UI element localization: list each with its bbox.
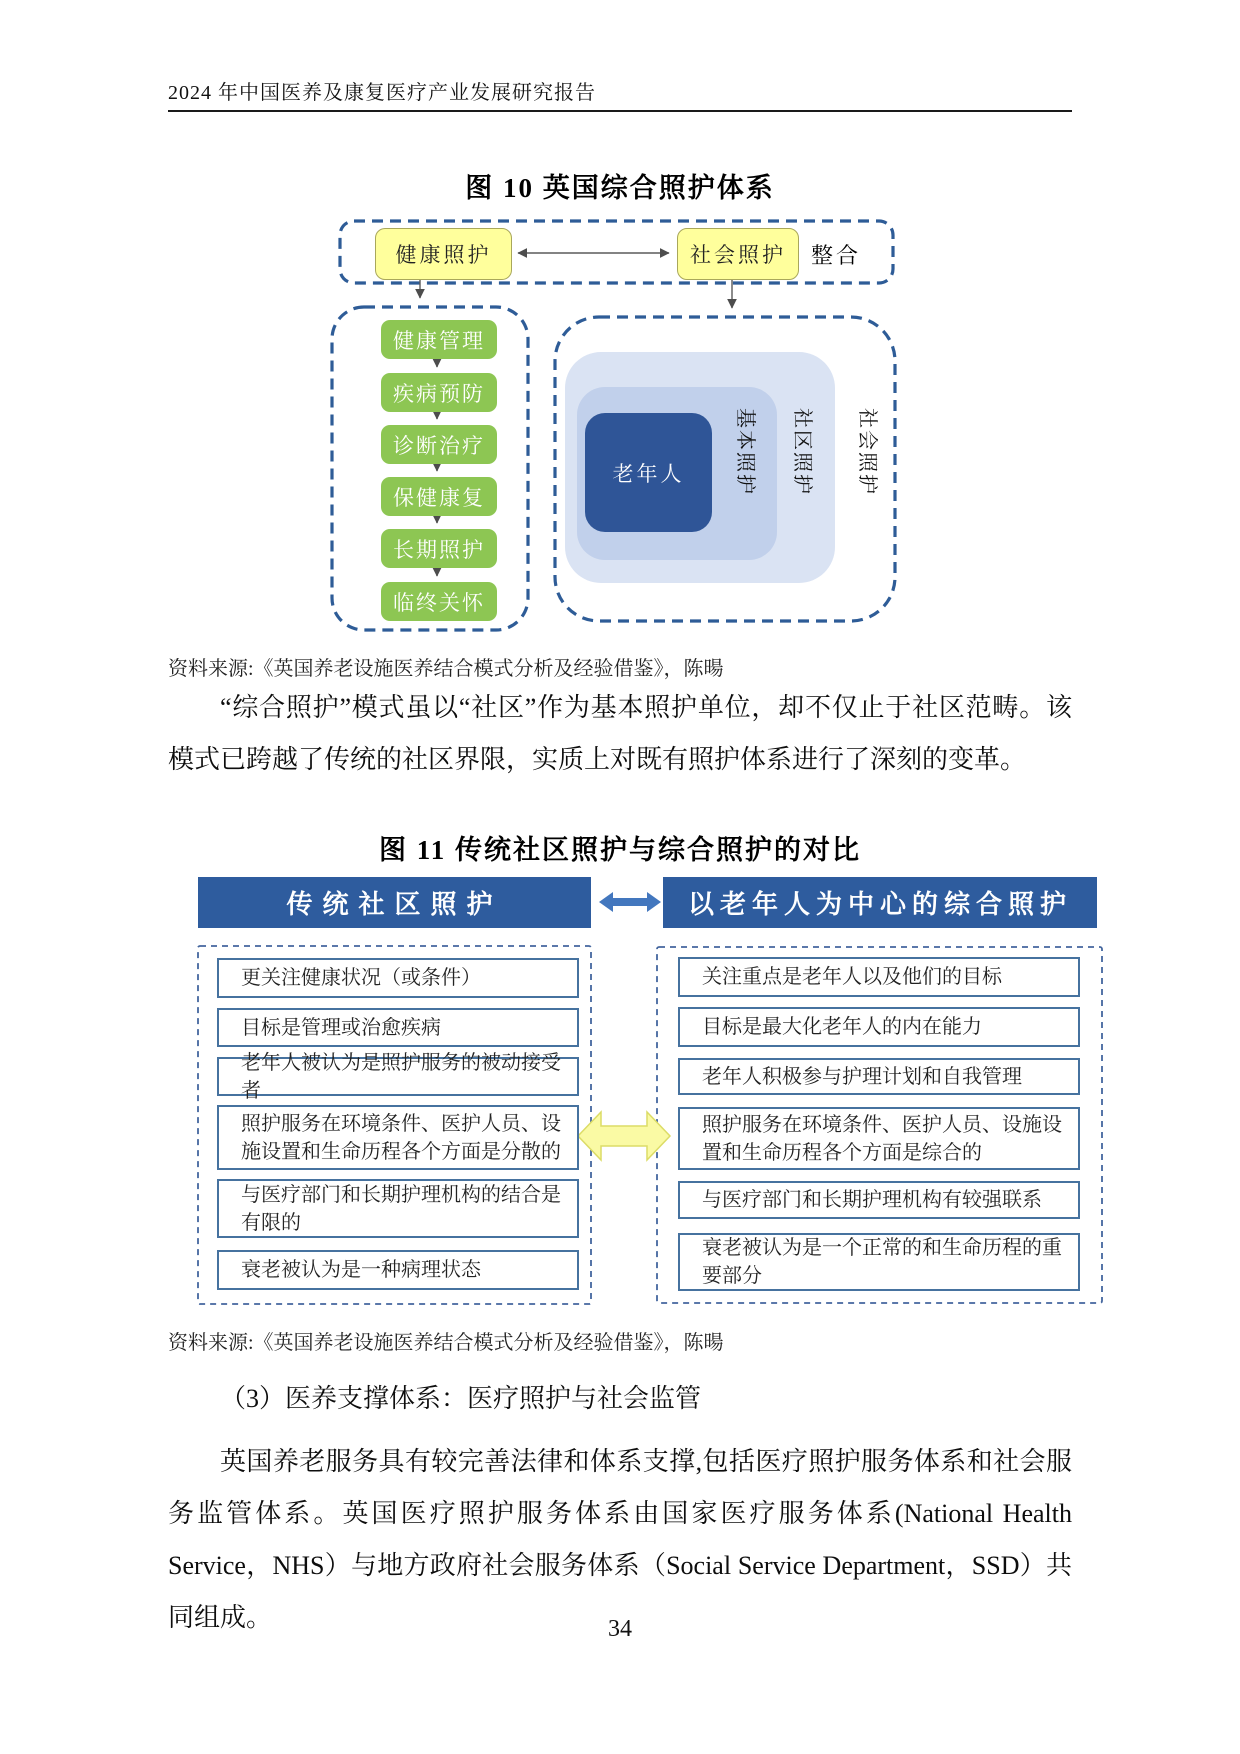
- chain-box-longterm-care: 长期照护: [381, 529, 497, 568]
- header-rule: [168, 110, 1072, 112]
- figure10-title: 图 10 英国综合照护体系: [465, 173, 775, 203]
- page-number: 34: [608, 1616, 632, 1642]
- chain-box-health-management: 健康管理: [381, 320, 497, 359]
- section-heading: （3）医养支撑体系：医疗照护与社会监管: [220, 1384, 702, 1413]
- community-care-vertical-label: 社区照护: [791, 408, 813, 496]
- chain-box-diagnosis-treatment: 诊断治疗: [381, 425, 497, 464]
- figure10-source: 资料来源:《英国养老设施医养结合模式分析及经验借鉴》，陈暘: [168, 658, 724, 680]
- integration-label: 整合: [811, 243, 862, 268]
- traditional-item-1: 更关注健康状况（或条件）: [217, 958, 579, 998]
- social-care-box: 社会照护: [677, 228, 799, 280]
- integrated-item-4: 照护服务在环境条件、医护人员、设施设置和生命历程各个方面是综合的: [678, 1107, 1080, 1170]
- integrated-item-5: 与医疗部门和长期护理机构有较强联系: [678, 1181, 1080, 1219]
- integrated-item-2: 目标是最大化老年人的内在能力: [678, 1007, 1080, 1047]
- integrated-item-3: 老年人积极参与护理计划和自我管理: [678, 1058, 1080, 1095]
- traditional-item-3: 老年人被认为是照护服务的被动接受者: [217, 1057, 579, 1096]
- integrated-care-header: 以老年人为中心的综合照护: [663, 877, 1097, 928]
- figure11-source: 资料来源:《英国养老设施医养结合模式分析及经验借鉴》，陈暘: [168, 1332, 724, 1354]
- paragraph-support-system: 英国养老服务具有较完善法律和体系支撑,包括医疗照护服务体系和社会服务监管体系。英国医疗照护服务体系由国家医疗服务体系(National Health Service，NHS）与地方政府社会服务体系（Social Service Department，SSD）共同组成。: [168, 1447, 1072, 1632]
- figure11-title: 图 11 传统社区照护与综合照护的对比: [378, 835, 861, 865]
- basic-care-vertical-label: 基本照护: [734, 408, 756, 496]
- traditional-item-2: 目标是管理或治愈疾病: [217, 1008, 579, 1047]
- chain-box-hospice-care: 临终关怀: [381, 582, 497, 621]
- social-care-vertical-label: 社会照护: [856, 408, 878, 496]
- paragraph-integrated-care: “综合照护”模式虽以“社区”作为基本照护单位，却不仅止于社区范畴。该模式已跨越了传统的社区界限，实质上对既有照护体系进行了深刻的变革。: [168, 693, 1072, 774]
- chain-box-health-rehab: 保健康复: [381, 477, 497, 516]
- traditional-care-header: 传统社区照护: [198, 877, 591, 928]
- report-header-title: 2024 年中国医养及康复医疗产业发展研究报告: [168, 82, 596, 104]
- integrated-item-1: 关注重点是老年人以及他们的目标: [678, 957, 1080, 997]
- header-double-arrow-icon: [599, 892, 661, 912]
- elderly-core-box: 老年人: [585, 413, 712, 532]
- traditional-item-5: 与医疗部门和长期护理机构的结合是有限的: [217, 1179, 579, 1238]
- health-care-box: 健康照护: [375, 228, 512, 280]
- chain-box-disease-prevention: 疾病预防: [381, 373, 497, 412]
- traditional-item-4: 照护服务在环境条件、医护人员、设施设置和生命历程各个方面是分散的: [217, 1105, 579, 1170]
- traditional-item-6: 衰老被认为是一种病理状态: [217, 1250, 579, 1290]
- integrated-item-6: 衰老被认为是一个正常的和生命历程的重要部分: [678, 1233, 1080, 1291]
